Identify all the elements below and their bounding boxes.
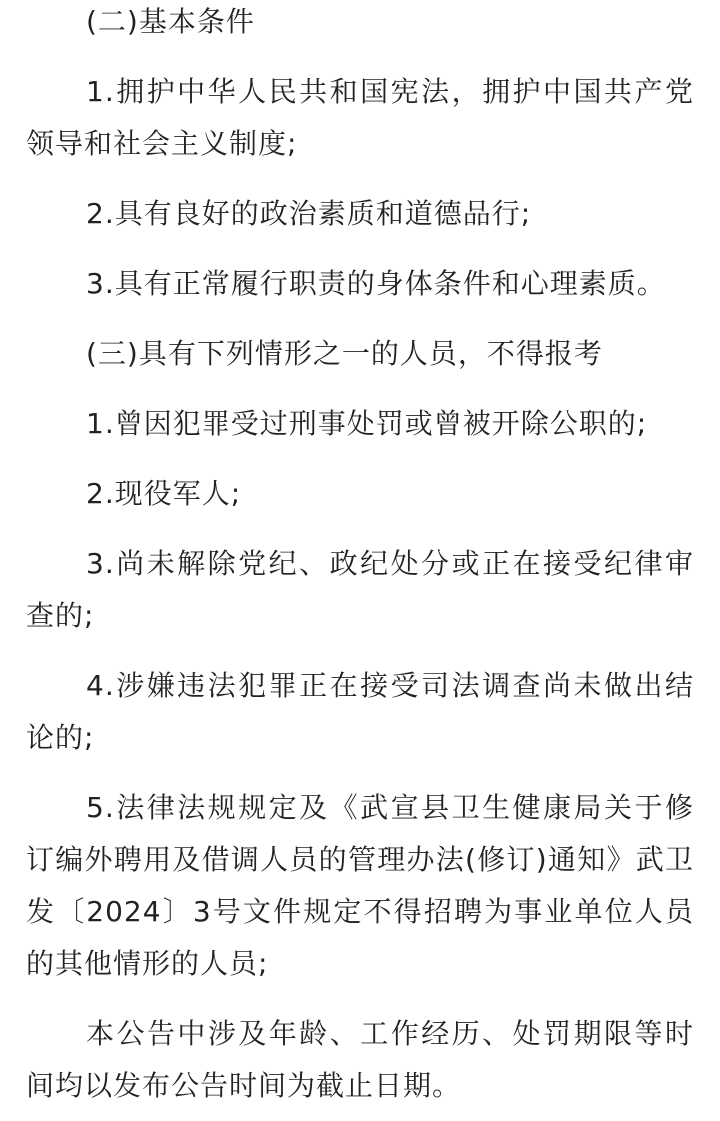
section-heading-disqualifications: (三)具有下列情形之一的人员，不得报考 [86,337,603,370]
list-item: 2.具有良好的政治素质和道德品行; [86,197,532,230]
list-item: 5.法律法规规定及《武宣县卫生健康局关于修订编外聘用及借调人员的管理办法(修订)通知》武卫发〔2024〕3号文件规定不得招聘为事业单位人员的其他情形的人员; [26,791,694,980]
closing-note: 本公告中涉及年龄、工作经历、处罚期限等时间均以发布公告时间为截止日期。 [26,1017,694,1102]
document-body [26,0,694,1112]
list-item: 3.具有正常履行职责的身体条件和心理素质。 [86,267,666,300]
list-item: 1.拥护中华人民共和国宪法，拥护中国共产党领导和社会主义制度; [26,75,694,160]
list-item: 1.曾因犯罪受过刑事处罚或曾被开除公职的; [86,407,648,440]
list-item: 2.现役军人; [86,477,242,510]
section-heading-basic-conditions: (二)基本条件 [86,5,255,38]
list-item: 3.尚未解除党纪、政纪处分或正在接受纪律审查的; [26,547,694,632]
list-item: 4.涉嫌违法犯罪正在接受司法调查尚未做出结论的; [26,669,694,754]
